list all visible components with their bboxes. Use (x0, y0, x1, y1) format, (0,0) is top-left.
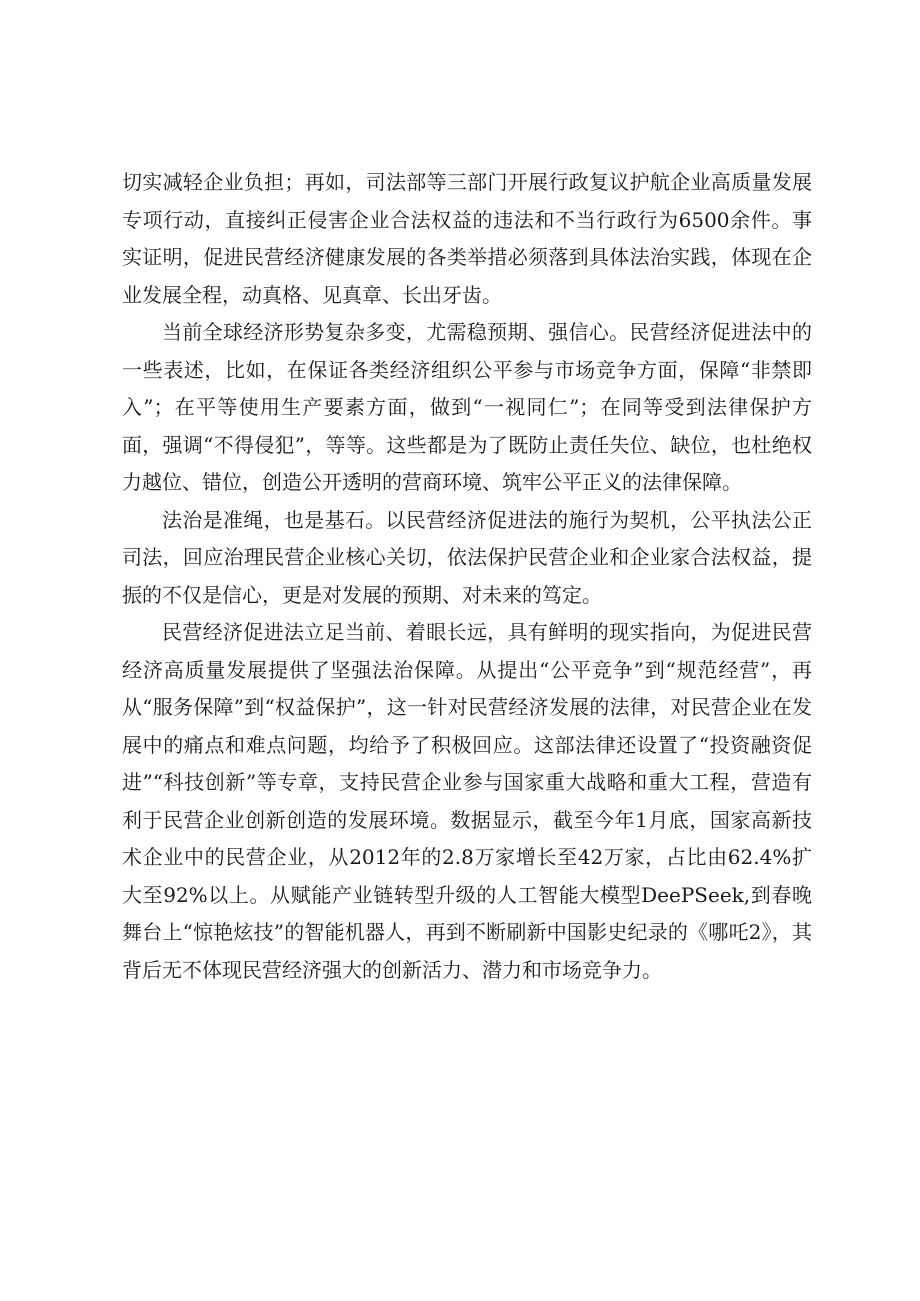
paragraph-4: 民营经济促进法立足当前、着眼长远，具有鲜明的现实指向，为促进民营经济高质量发展提供了坚强法治保障。从提出“公平竞争”到“规范经营”，再从“服务保障”到“权益保护”，这一针对民营经济发展的法律，对民营企业在发展中的痛点和难点问题，均给予了积极回应。这部法律还设置了“投资融资促进”“科技创新”等专章，支持民营企业参与国家重大战略和重大工程，营造有利于民营企业创新创造的发展环境。数据显示，截至今年1月底，国家高新技术企业中的民营企业，从2012年的2.8万家增长至42万家，占比由62.4%扩大至92%以上。从赋能产业链转型升级的人工智能大模型DeePSeek,到春晚舞台上“惊艳炫技”的智能机器人，再到不断刷新中国影史纪录的《哪吒2》，其背后无不体现民营经济强大的创新活力、潜力和市场竞争力。 (122, 620, 812, 982)
document-body (122, 164, 812, 989)
paragraph-3: 法治是准绳，也是基石。以民营经济促进法的施行为契机，公平执法公正司法，回应治理民营企业核心关切，依法保护民营企业和企业家合法权益，提振的不仅是信心，更是对发展的预期、对未来的笃定。 (122, 507, 812, 607)
paragraph-1: 切实减轻企业负担；再如，司法部等三部门开展行政复议护航企业高质量发展专项行动，直接纠正侵害企业合法权益的违法和不当行政行为6500余件。事实证明，促进民营经济健康发展的各类举措必须落到具体法治实践，体现在企业发展全程，动真格、见真章、长出牙齿。 (122, 170, 812, 307)
paragraph-2: 当前全球经济形势复杂多变，尤需稳预期、强信心。民营经济促进法中的一些表述，比如，在保证各类经济组织公平参与市场竞争方面，保障“非禁即入”；在平等使用生产要素方面，做到“一视同仁”；在同等受到法律保护方面，强调“不得侵犯”，等等。这些都是为了既防止责任失位、缺位，也杜绝权力越位、错位，创造公开透明的营商环境、筑牢公平正义的法律保障。 (122, 320, 812, 494)
